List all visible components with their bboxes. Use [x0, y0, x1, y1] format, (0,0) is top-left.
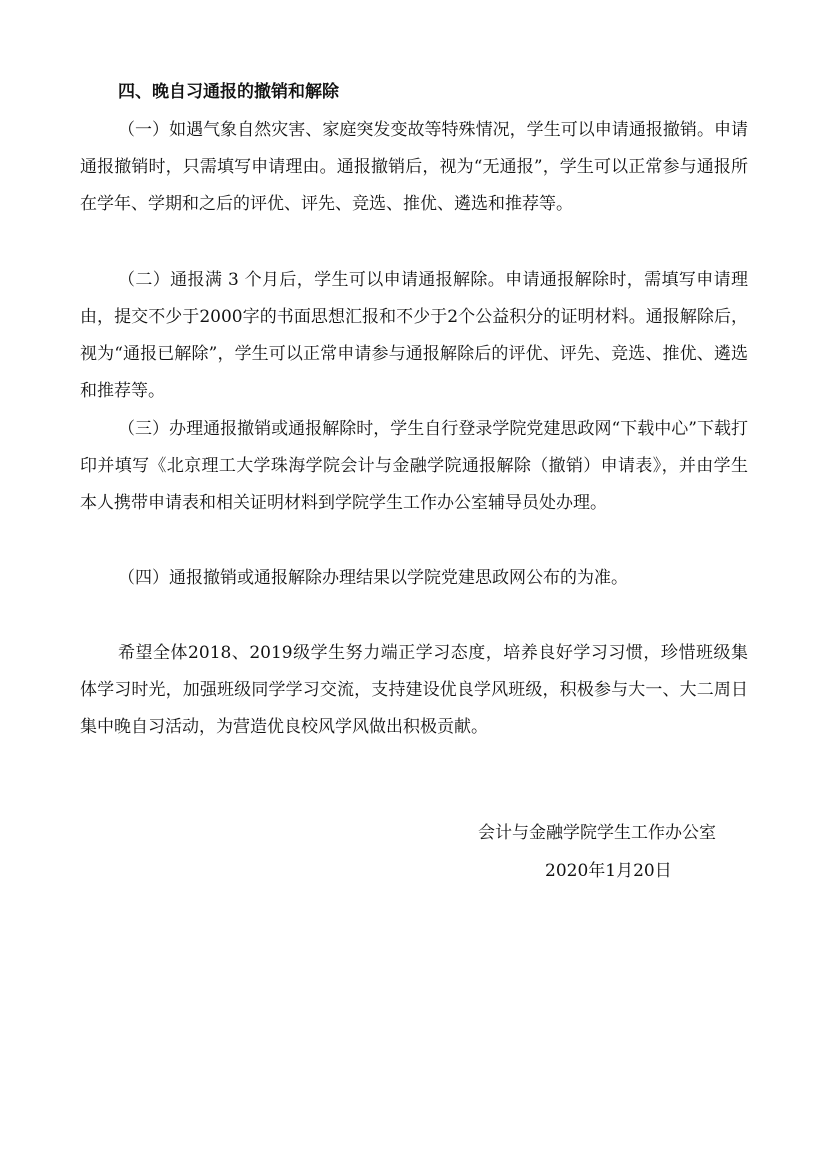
- paragraph-procedure: （三）办理通报撤销或通报解除时，学生自行登录学院党建思政网“下载中心”下载打印并填写《北京理工大学珠海学院会计与金融学院通报解除（撤销）申请表》，并由学生本人携带申请表和相关证明材料到学院学生工作办公室辅导员处办理。: [80, 419, 748, 513]
- paragraph-revocation: （一）如遇气象自然灾害、家庭突发变故等特殊情况，学生可以申请通报撤销。申请通报撤销时，只需填写申请理由。通报撤销后，视为“无通报”，学生可以正常参与通报所在学年、学期和之后的评优、评先、竞选、推优、遴选和推荐等。: [80, 120, 748, 214]
- paragraph-result: （四）通报撤销或通报解除办理结果以学院党建思政网公布的为准。: [118, 568, 628, 588]
- closing-paragraph: 希望全体2018、2019级学生努力端正学习态度，培养良好学习习惯，珍惜班级集体学习时光，加强班级同学学习交流，支持建设优良学风班级，积极参与大一、大二周日集中晚自习活动，为营造优良校风学风做出积极贡献。: [80, 643, 748, 737]
- section-heading: 四、晚自习通报的撤销和解除: [118, 82, 339, 102]
- paragraph-cancellation: （二）通报满 3 个月后，学生可以申请通报解除。申请通报解除时，需填写申请理由，提交不少于2000字的书面思想汇报和不少于2个公益积分的证明材料。通报解除后，视为“通报已解除”，学生可以正常申请参与通报解除后的评优、评先、竞选、推优、遴选和推荐等。: [80, 270, 748, 401]
- signature-organization: 会计与金融学院学生工作办公室: [478, 823, 716, 843]
- signature-date: 2020年1月20日: [545, 861, 672, 881]
